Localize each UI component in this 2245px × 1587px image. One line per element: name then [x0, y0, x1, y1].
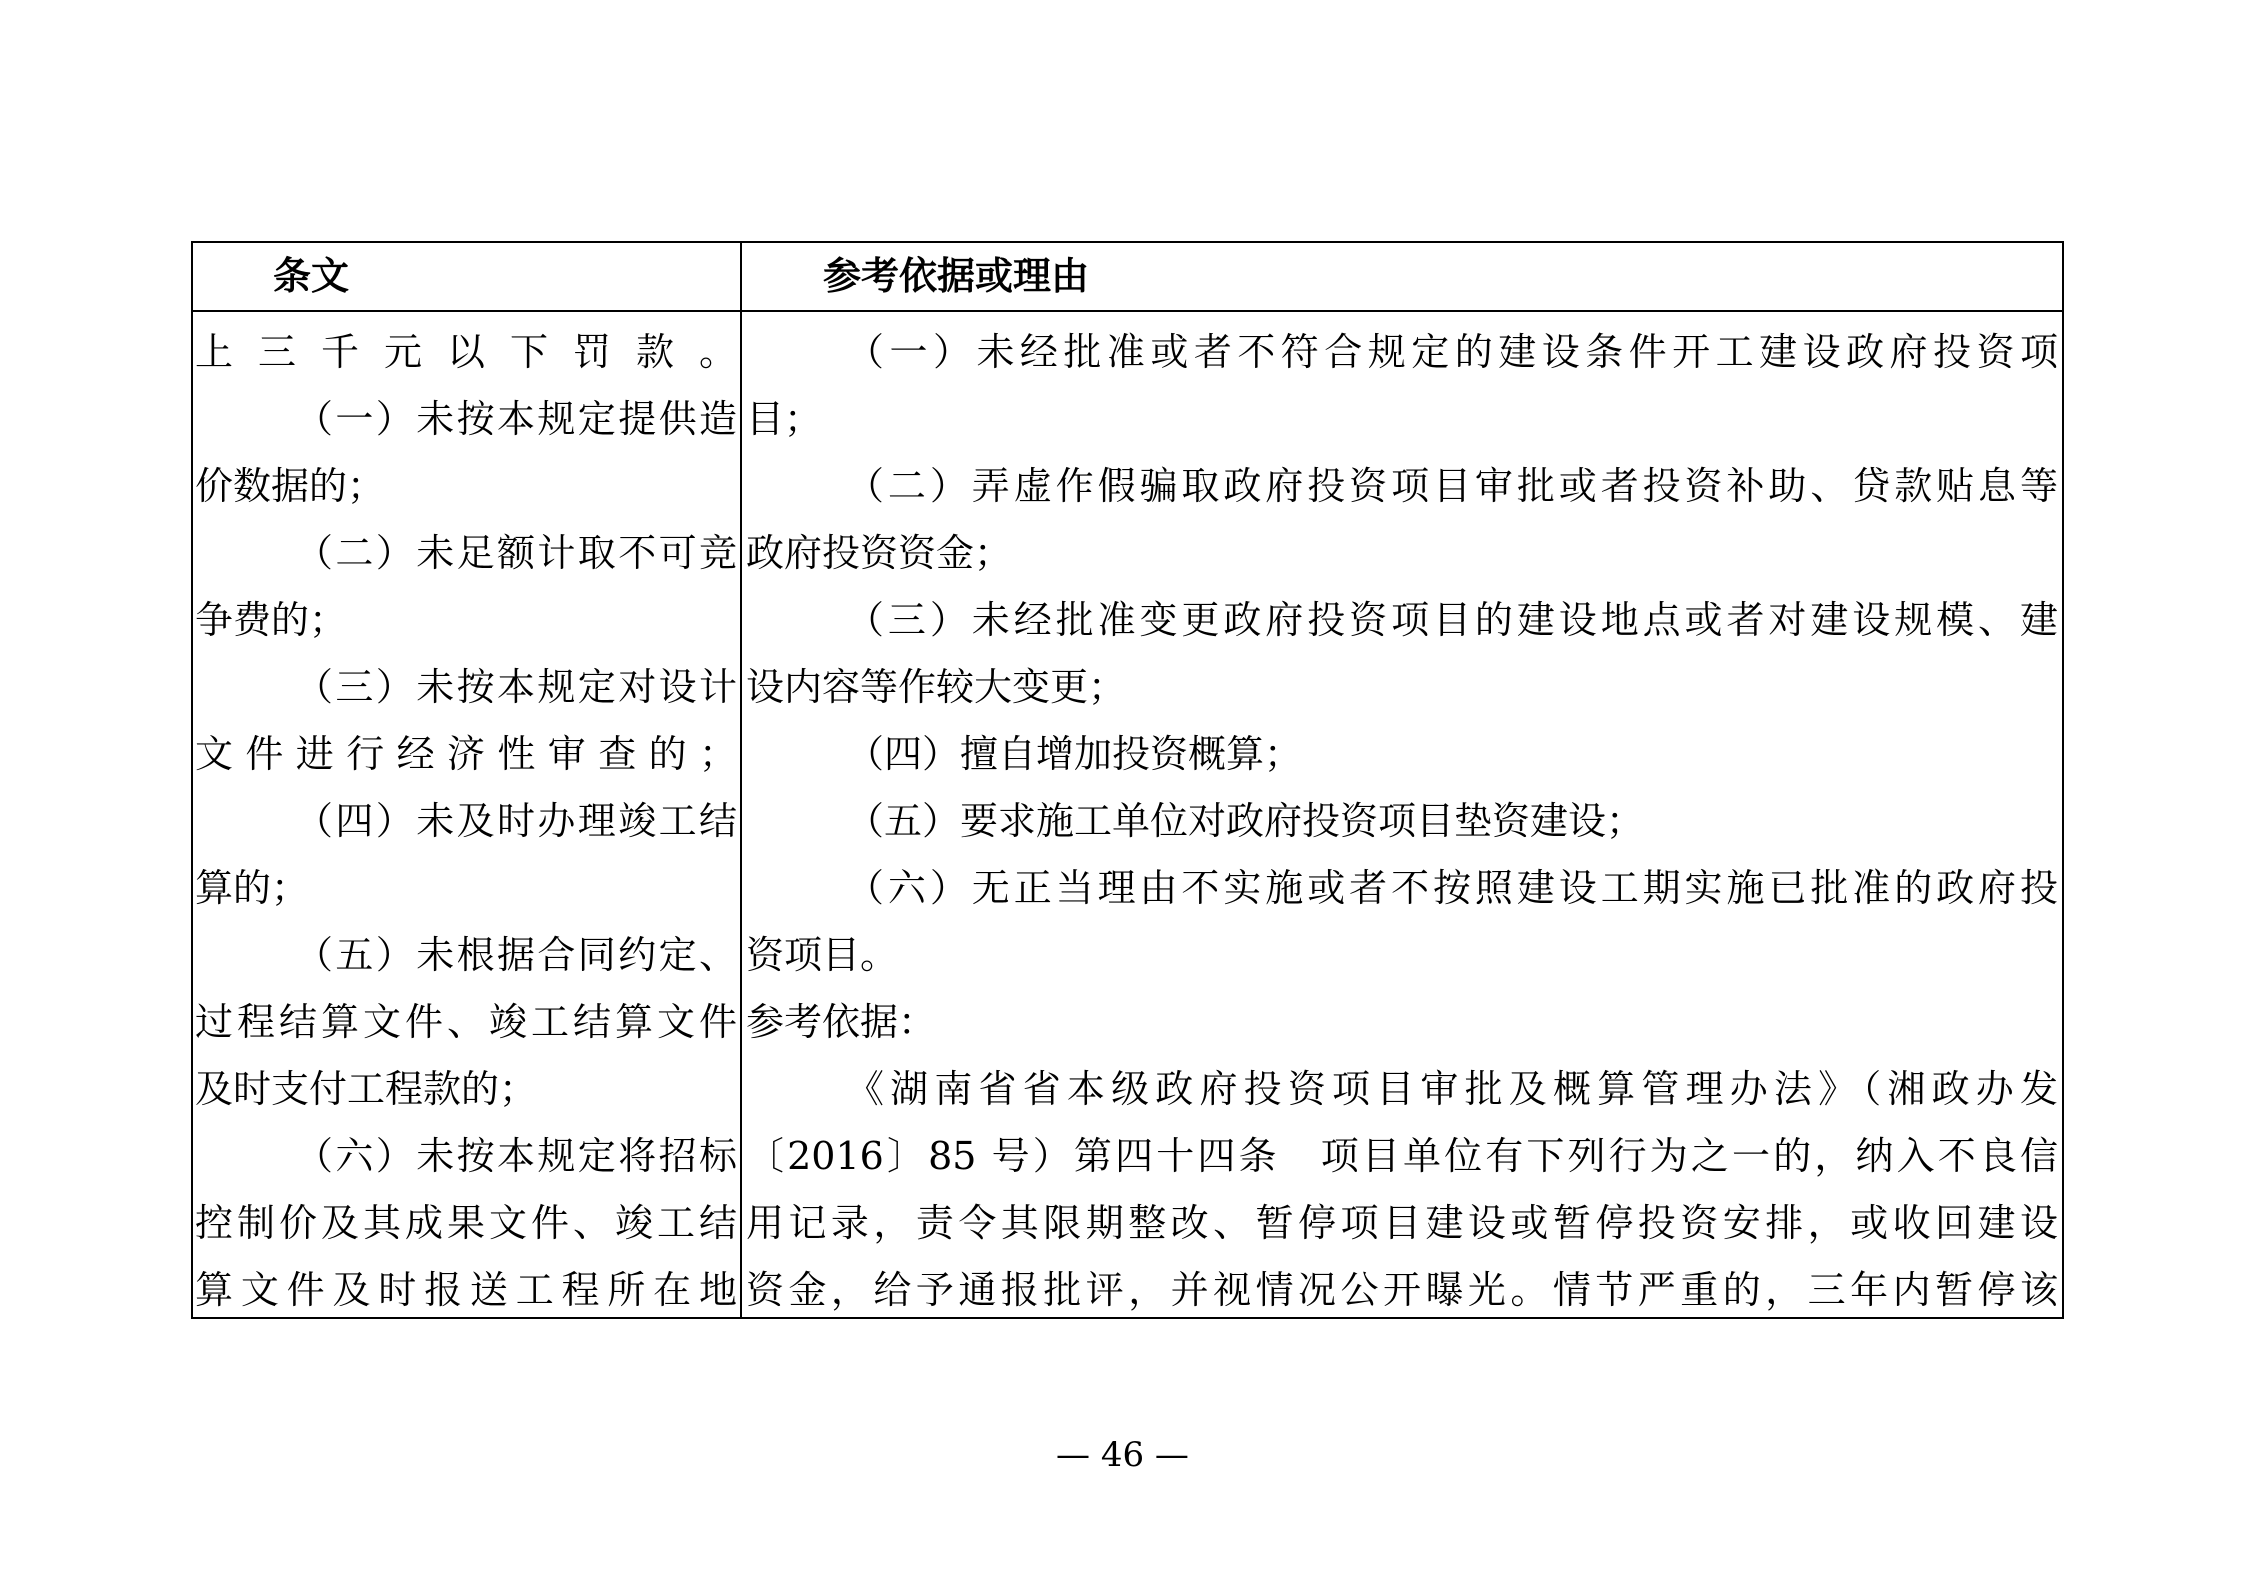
page-number: — 46 —	[1056, 1435, 1189, 1475]
basis-column	[746, 319, 2058, 1324]
provision-line: 及时支付工程款的；	[195, 1067, 538, 1111]
basis-line: 《湖南省省本级政府投资项目审批及概算管理办法》（湘政办发	[846, 1067, 2058, 1111]
provision-line: （三）未按本规定对设计	[295, 665, 737, 709]
basis-line: （三）未经批准变更政府投资项目的建设地点或者对建设规模、建	[846, 598, 2058, 642]
provision-line: 算的；	[195, 866, 310, 910]
column-divider	[740, 243, 742, 1317]
header-divider	[193, 310, 2062, 312]
basis-line: 资项目。	[746, 933, 899, 977]
basis-line: 资金，给予通报批评，并视情况公开曝光。情节严重的，三年内暂停该	[746, 1268, 2058, 1312]
basis-line: （四）擅自增加投资概算；	[846, 732, 1303, 776]
provision-line: 文件进行经济性审查的；	[195, 732, 737, 776]
basis-line: 用记录，责令其限期整改、暂停项目建设或暂停投资安排，或收回建设	[746, 1201, 2058, 1245]
provision-line: 争费的；	[195, 598, 348, 642]
basis-line: 目；	[746, 397, 823, 441]
basis-line: （六）无正当理由不实施或者不按照建设工期实施已批准的政府投	[846, 866, 2058, 910]
provision-column	[195, 319, 737, 1324]
provision-line: （五）未根据合同约定、	[295, 933, 737, 977]
provision-line: 价数据的；	[195, 464, 386, 508]
document-table	[191, 241, 2064, 1319]
provision-line: （二）未足额计取不可竞	[295, 531, 737, 575]
provision-line: 控制价及其成果文件、竣工结	[195, 1201, 737, 1245]
basis-line: 政府投资资金；	[746, 531, 1013, 575]
basis-line: 参考依据：	[746, 1000, 937, 1044]
provision-line: 上三千元以下罚款。	[195, 330, 737, 374]
provision-line: （六）未按本规定将招标	[295, 1134, 737, 1178]
provision-line: 过程结算文件、竣工结算文件	[195, 1000, 737, 1044]
provision-line: （四）未及时办理竣工结	[295, 799, 737, 843]
header-basis: 参考依据或理由	[823, 254, 1090, 298]
basis-line: （一）未经批准或者不符合规定的建设条件开工建设政府投资项	[846, 330, 2058, 374]
basis-line: （二）弄虚作假骗取政府投资项目审批或者投资补助、贷款贴息等	[846, 464, 2058, 508]
basis-line: （五）要求施工单位对政府投资项目垫资建设；	[846, 799, 1645, 843]
provision-line: （一）未按本规定提供造	[295, 397, 737, 441]
basis-line: 设内容等作较大变更；	[746, 665, 1127, 709]
basis-line: 〔2016〕85 号）第四十四条 项目单位有下列行为之一的，纳入不良信	[746, 1134, 2058, 1178]
header-provision: 条文	[273, 254, 350, 298]
provision-line: 算文件及时报送工程所在地	[195, 1268, 737, 1312]
